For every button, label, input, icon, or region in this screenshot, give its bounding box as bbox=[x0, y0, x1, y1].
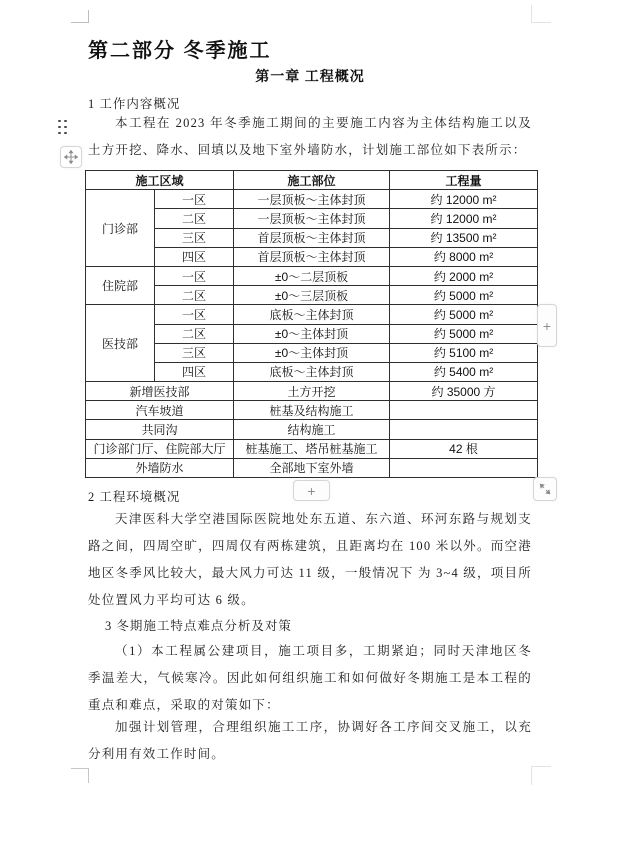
cell-part: 土方开挖 bbox=[234, 382, 390, 401]
table-row bbox=[86, 439, 538, 458]
move-table-button[interactable] bbox=[60, 146, 82, 168]
table-row bbox=[86, 190, 538, 209]
cell-qty: 约 5000 m² bbox=[390, 324, 538, 343]
cell-qty: 约 2000 m² bbox=[390, 266, 538, 285]
cell-part: ±0～主体封顶 bbox=[234, 324, 390, 343]
cell-zone: 二区 bbox=[155, 209, 234, 228]
header-area: 施工区域 bbox=[86, 171, 234, 190]
section2-heading: 2 工程环境概况 bbox=[88, 490, 181, 504]
cell-qty bbox=[390, 420, 538, 439]
cell-qty: 约 35000 方 bbox=[390, 382, 538, 401]
cell-part: 结构施工 bbox=[234, 420, 390, 439]
cell-area: 住院部 bbox=[86, 266, 155, 304]
drag-dot bbox=[58, 132, 61, 135]
resize-icon bbox=[538, 482, 552, 496]
cell-qty: 约 5400 m² bbox=[390, 362, 538, 381]
cell-zone: 一区 bbox=[155, 266, 234, 285]
plus-icon: + bbox=[307, 482, 316, 499]
cell-qty bbox=[390, 458, 538, 477]
cell-area: 门诊部 bbox=[86, 190, 155, 267]
cell-part: 首层顶板～主体封顶 bbox=[234, 228, 390, 247]
cell-qty bbox=[390, 401, 538, 420]
drag-dot bbox=[58, 120, 61, 123]
table-row bbox=[86, 305, 538, 324]
cell-part: 底板～主体封顶 bbox=[234, 305, 390, 324]
cell-qty: 42 根 bbox=[390, 439, 538, 458]
chapter-title: 第一章 工程概况 bbox=[255, 70, 365, 85]
section1-heading: 1 工作内容概况 bbox=[88, 97, 181, 111]
table-header-row bbox=[86, 171, 538, 190]
table-row bbox=[86, 401, 538, 420]
cell-area: 新增医技部 bbox=[86, 382, 234, 401]
cell-qty: 约 13500 m² bbox=[390, 228, 538, 247]
cell-part: ±0～二层顶板 bbox=[234, 266, 390, 285]
header-qty: 工程量 bbox=[390, 171, 538, 190]
cell-part: 一层顶板～主体封顶 bbox=[234, 209, 390, 228]
cell-qty: 约 5100 m² bbox=[390, 343, 538, 362]
cell-zone: 一区 bbox=[155, 305, 234, 324]
cell-part: 桩基施工、塔吊桩基施工 bbox=[234, 439, 390, 458]
cell-part: 底板～主体封顶 bbox=[234, 362, 390, 381]
cell-zone: 二区 bbox=[155, 324, 234, 343]
drag-dot bbox=[64, 126, 67, 129]
add-row-button[interactable] bbox=[293, 480, 330, 501]
cell-part: 首层顶板～主体封顶 bbox=[234, 247, 390, 266]
cell-zone: 三区 bbox=[155, 343, 234, 362]
drag-dot bbox=[64, 132, 67, 135]
cell-part: 一层顶板～主体封顶 bbox=[234, 190, 390, 209]
section3-heading: 3 冬期施工特点难点分析及对策 bbox=[105, 619, 292, 633]
cell-zone: 四区 bbox=[155, 247, 234, 266]
cell-qty: 约 5000 m² bbox=[390, 305, 538, 324]
drag-dot bbox=[58, 126, 61, 129]
cell-qty: 约 12000 m² bbox=[390, 209, 538, 228]
header-part: 施工部位 bbox=[234, 171, 390, 190]
cell-part: ±0～主体封顶 bbox=[234, 343, 390, 362]
cell-area: 汽车坡道 bbox=[86, 401, 234, 420]
cell-area: 医技部 bbox=[86, 305, 155, 382]
table-row bbox=[86, 266, 538, 285]
cell-zone: 一区 bbox=[155, 190, 234, 209]
drag-dot bbox=[64, 120, 67, 123]
cell-part: 全部地下室外墙 bbox=[234, 458, 390, 477]
cell-area: 共同沟 bbox=[86, 420, 234, 439]
measure-paragraph: 加强计划管理，合理组织施工工序，协调好各工序间交叉施工，以充分利用有效工作时间。 bbox=[88, 720, 532, 761]
margin-corner-top-right bbox=[531, 5, 551, 23]
cell-area: 门诊部门厅、住院部大厅 bbox=[86, 439, 234, 458]
cell-zone: 三区 bbox=[155, 228, 234, 247]
cell-zone: 四区 bbox=[155, 362, 234, 381]
environment-paragraph: 天津医科大学空港国际医院地处东五道、东六道、环河东路与规划支路之间，四周空旷，四周仅有两栋建筑，且距离均在 100 米以外。而空港地区冬季风比较大，最大风力可达 11 级，一般情况下 为 3~4 级，项目所处位置风力平均可达 6 级。 bbox=[88, 512, 532, 607]
cell-part: 桩基及结构施工 bbox=[234, 401, 390, 420]
cell-part: ±0～三层顶板 bbox=[234, 286, 390, 305]
plus-icon: + bbox=[542, 317, 552, 334]
construction-scope-table bbox=[85, 170, 538, 478]
add-column-button[interactable] bbox=[537, 304, 557, 347]
table-row bbox=[86, 382, 538, 401]
table-row bbox=[86, 420, 538, 439]
resize-table-button[interactable] bbox=[533, 477, 557, 501]
move-icon bbox=[64, 150, 78, 164]
cell-qty: 约 5000 m² bbox=[390, 286, 538, 305]
intro-paragraph: 本工程在 2023 年冬季施工期间的主要施工内容为主体结构施工以及土方开挖、降水、回填以及地下室外墙防水，计划施工部位如下表所示： bbox=[88, 116, 532, 157]
drag-handle-icon[interactable] bbox=[57, 118, 68, 136]
margin-corner-top-left bbox=[71, 10, 89, 23]
margin-corner-bottom-left bbox=[71, 768, 89, 783]
part-title: 第二部分 冬季施工 bbox=[88, 40, 272, 62]
table-row bbox=[86, 458, 538, 477]
margin-corner-bottom-right bbox=[531, 766, 551, 785]
cell-qty: 约 12000 m² bbox=[390, 190, 538, 209]
cell-qty: 约 8000 m² bbox=[390, 247, 538, 266]
cell-area: 外墙防水 bbox=[86, 458, 234, 477]
point1-paragraph: （1）本工程属公建项目，施工项目多，工期紧迫；同时天津地区冬季温差大，气候寒冷。因此如何组织施工和如何做好冬期施工是本工程的重点和难点，采取的对策如下： bbox=[88, 644, 532, 712]
cell-zone: 二区 bbox=[155, 286, 234, 305]
